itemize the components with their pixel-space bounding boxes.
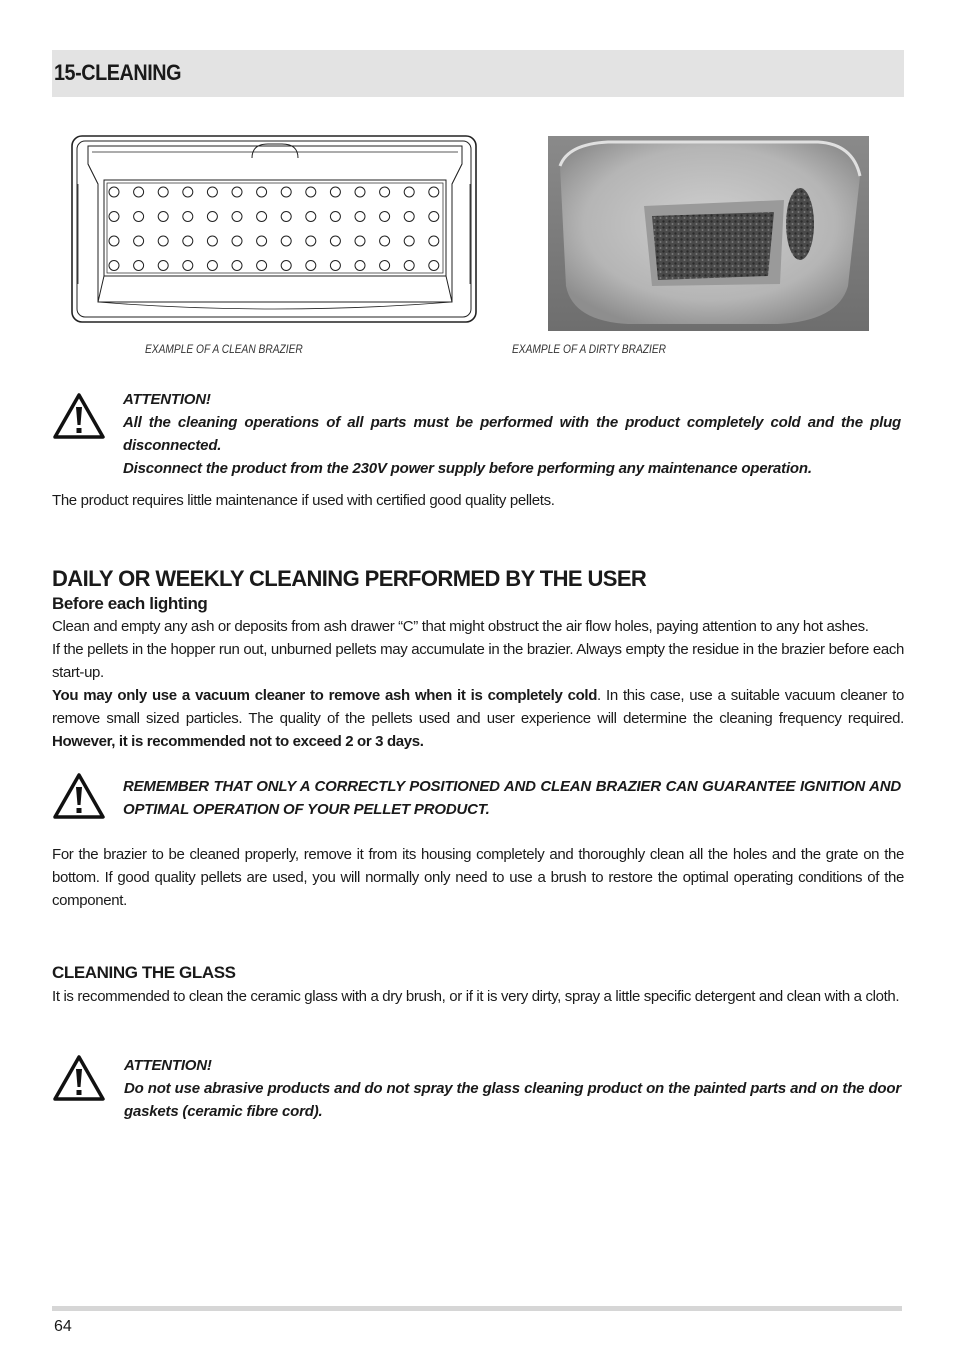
brazier-hole xyxy=(134,187,144,197)
brazier-cleaning-paragraph: For the brazier to be cleaned properly, remove it from its housing completely and thoroughly clean all the holes and the grate on the bottom. If good quality pellets are used, you will normally only need to use a brush to restore the optimal operating conditions of the component. xyxy=(52,846,904,909)
brazier-hole xyxy=(355,261,365,271)
brazier-hole xyxy=(109,187,119,197)
brazier-hole xyxy=(232,261,242,271)
page-number: 64 xyxy=(54,1318,72,1335)
brazier-hole xyxy=(134,261,144,271)
brazier-hole xyxy=(207,187,217,197)
before-lighting-subheading: Before each lighting xyxy=(52,594,208,613)
brazier-hole xyxy=(257,236,267,246)
warning-1-line-1: All the cleaning operations of all parts must be performed with the product completely cold and the plug disconnected. xyxy=(123,414,901,454)
brazier-hole xyxy=(257,212,267,222)
cleaning-glass-text: It is recommended to clean the ceramic glass with a dry brush, or if it is very dirty, spray a little specific detergent and clean with a cloth. xyxy=(52,988,900,1005)
brazier-hole xyxy=(306,261,316,271)
brazier-hole xyxy=(281,261,291,271)
cleaning-glass-heading: CLEANING THE GLASS xyxy=(52,963,236,982)
vacuum-warning-bold: You may only use a vacuum cleaner to remove ash when it is completely cold xyxy=(52,687,598,704)
brazier-hole xyxy=(380,236,390,246)
brazier-hole xyxy=(232,236,242,246)
brazier-hole xyxy=(429,212,439,222)
brazier-hole xyxy=(134,212,144,222)
brazier-hole xyxy=(404,187,414,197)
brazier-hole xyxy=(183,261,193,271)
brazier-hole xyxy=(183,236,193,246)
dirty-brazier-photo xyxy=(548,136,869,331)
brazier-hole xyxy=(429,187,439,197)
warning-1 xyxy=(123,388,901,480)
warning-3-title: ATTENTION! xyxy=(124,1057,212,1074)
brazier-hole xyxy=(257,187,267,197)
brazier-hole xyxy=(158,261,168,271)
brazier-hole xyxy=(281,212,291,222)
brazier-hole xyxy=(158,187,168,197)
clean-brazier-drawing xyxy=(70,134,480,326)
brazier-hole xyxy=(183,187,193,197)
brazier-hole xyxy=(183,212,193,222)
brazier-hole xyxy=(232,187,242,197)
frequency-bold: However, it is recommended not to exceed 2 or 3 days. xyxy=(52,733,424,750)
warning-triangle-icon xyxy=(52,772,106,820)
brazier-hole xyxy=(330,236,340,246)
brazier-hole xyxy=(404,261,414,271)
daily-paragraph-2: If the pellets in the hopper run out, unburned pellets may accumulate in the brazier. Always empty the residue in the brazier before each start-up. xyxy=(52,641,904,681)
warning-triangle-icon xyxy=(52,392,106,440)
warning-1-title: ATTENTION! xyxy=(123,391,211,408)
brazier-hole xyxy=(109,236,119,246)
brazier-hole xyxy=(207,236,217,246)
brazier-hole xyxy=(232,212,242,222)
dirty-brazier-caption: EXAMPLE OF A DIRTY BRAZIER xyxy=(512,342,666,356)
brazier-hole xyxy=(330,261,340,271)
footer-rule xyxy=(52,1306,902,1311)
brazier-hole xyxy=(330,212,340,222)
brazier-hole xyxy=(355,236,365,246)
intro-paragraph: The product requires little maintenance if used with certified good quality pellets. xyxy=(52,492,555,509)
brazier-hole xyxy=(281,187,291,197)
brazier-hole xyxy=(404,236,414,246)
vacuum-paragraph-rest: . In this case, use a suitable vacuum cleaner to remove small sized particles. The quality of the pellets used and user experience will determine the cleaning frequency required. xyxy=(52,687,904,727)
daily-paragraph-3 xyxy=(52,684,904,753)
brazier-hole xyxy=(380,212,390,222)
brazier-hole xyxy=(429,236,439,246)
brazier-hole xyxy=(330,187,340,197)
brazier-hole xyxy=(207,212,217,222)
brazier-hole xyxy=(207,261,217,271)
clean-brazier-caption: EXAMPLE OF A CLEAN BRAZIER xyxy=(145,342,303,356)
brazier-hole xyxy=(306,187,316,197)
section-title: 15-CLEANING xyxy=(54,60,182,85)
brazier-hole xyxy=(158,212,168,222)
brazier-hole xyxy=(404,212,414,222)
brazier-hole xyxy=(257,261,267,271)
brazier-hole xyxy=(109,261,119,271)
brazier-hole xyxy=(380,261,390,271)
brazier-hole xyxy=(355,187,365,197)
brazier-hole xyxy=(158,236,168,246)
daily-cleaning-body xyxy=(52,615,904,753)
warning-1-line-2: Disconnect the product from the 230V power supply before performing any maintenance operation. xyxy=(123,460,812,477)
brazier-hole xyxy=(306,236,316,246)
brazier-hole xyxy=(306,212,316,222)
daily-cleaning-heading: DAILY OR WEEKLY CLEANING PERFORMED BY THE USER xyxy=(52,566,647,591)
brazier-hole xyxy=(281,236,291,246)
warning-2: REMEMBER THAT ONLY A CORRECTLY POSITIONED AND CLEAN BRAZIER CAN GUARANTEE IGNITION AND OPTIMAL OPERATION OF YOUR PELLET PRODUCT. xyxy=(123,778,901,818)
warning-3-text: Do not use abrasive products and do not spray the glass cleaning product on the painted parts and on the door gaskets (ceramic fibre cord). xyxy=(124,1080,901,1120)
brazier-hole xyxy=(109,212,119,222)
brazier-hole xyxy=(429,261,439,271)
brazier-hole xyxy=(380,187,390,197)
warning-3 xyxy=(124,1054,901,1123)
warning-triangle-icon xyxy=(52,1054,106,1102)
brazier-hole xyxy=(134,236,144,246)
brazier-hole xyxy=(355,212,365,222)
daily-paragraph-1: Clean and empty any ash or deposits from ash drawer “C” that might obstruct the air flow holes, paying attention to any hot ashes. xyxy=(52,618,869,635)
